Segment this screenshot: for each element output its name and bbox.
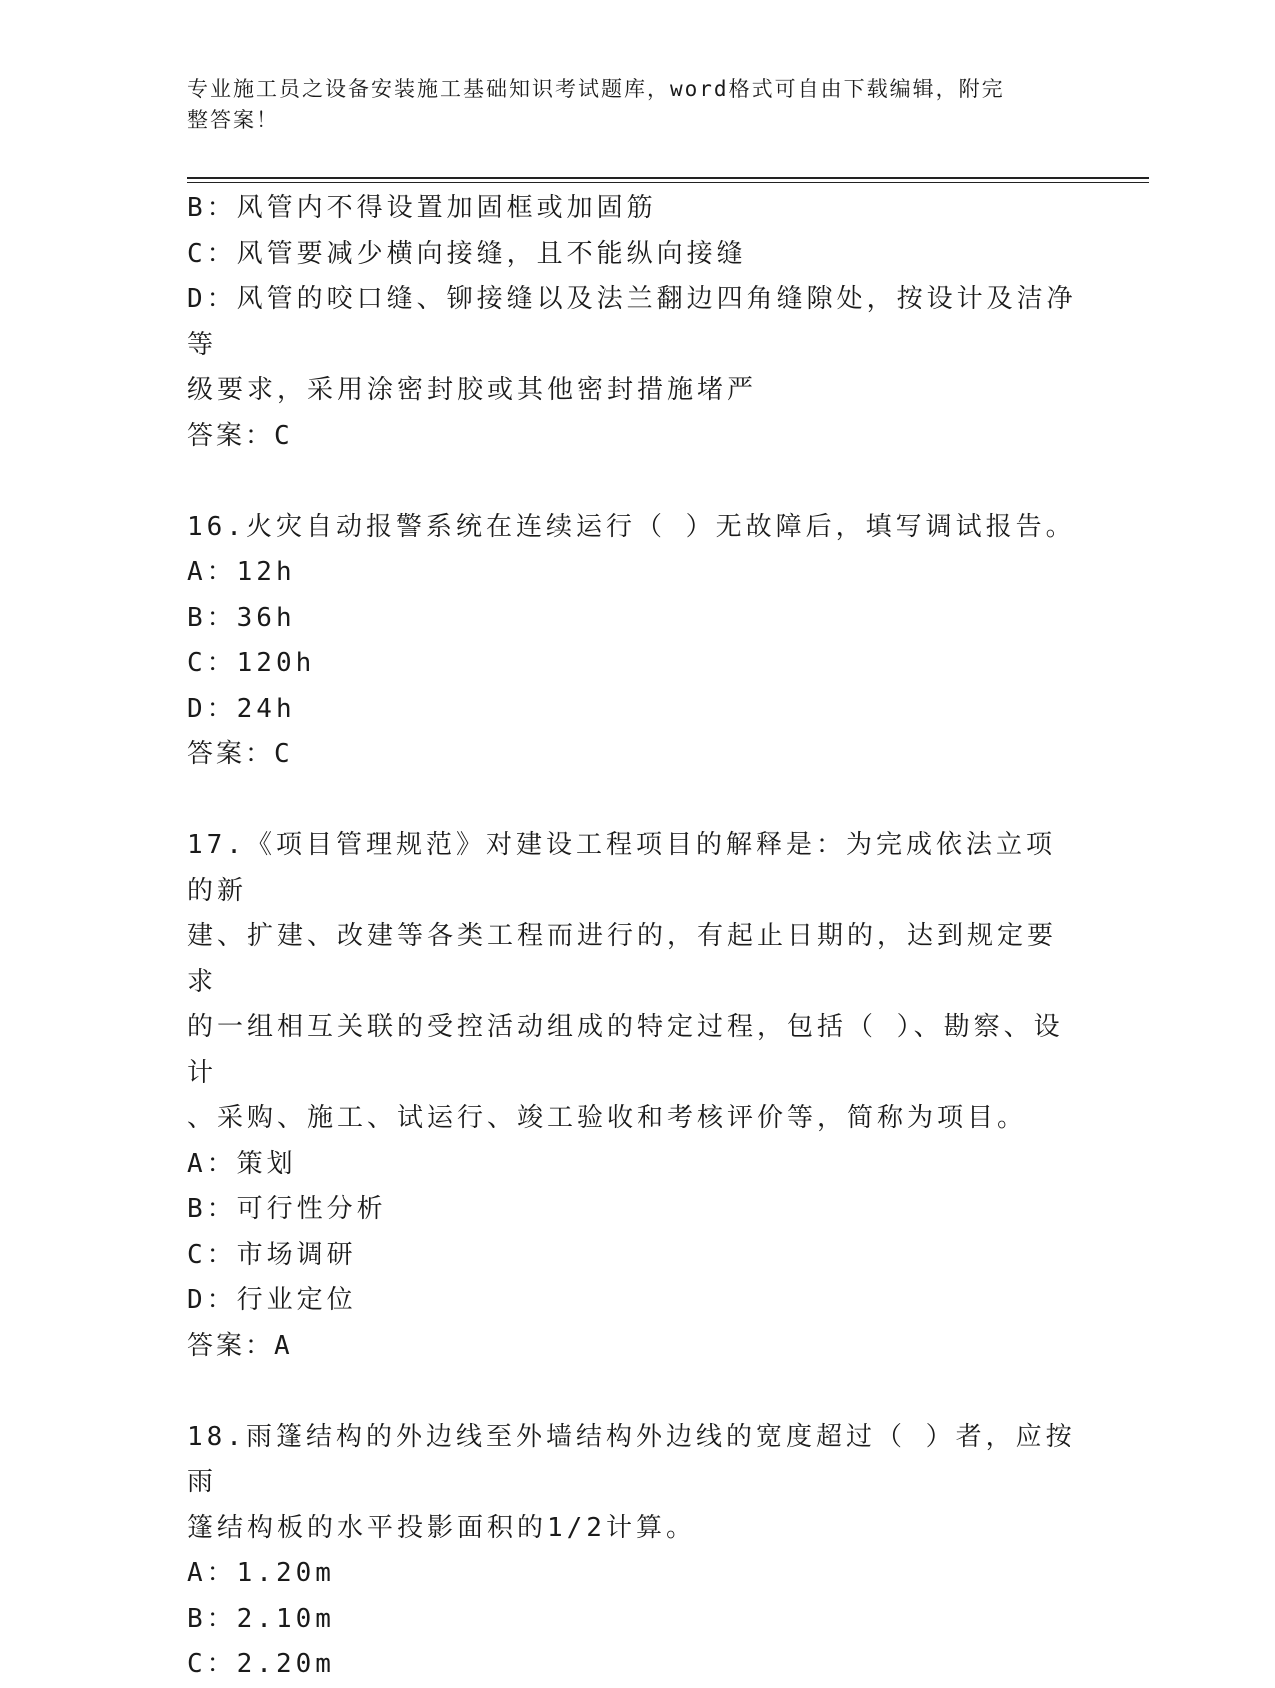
option-d: D：24h xyxy=(187,693,296,724)
question-stem-line-3: 的一组相互关联的受控活动组成的特定过程，包括（ ）、勘察、设计 xyxy=(187,1012,1064,1088)
spacer xyxy=(187,1369,1077,1415)
spacer xyxy=(187,778,1077,824)
question-stem-line-1: 18.雨篷结构的外边线至外墙结构外边线的宽度超过（ ）者，应按雨 xyxy=(187,1421,1076,1497)
option-d-line-1: D：风管的咬口缝、铆接缝以及法兰翻边四角缝隙处，按设计及洁净等 xyxy=(187,284,1077,360)
answer: 答案：C xyxy=(187,739,293,769)
question-stem-line-2: 篷结构板的水平投影面积的1/2计算。 xyxy=(187,1512,696,1543)
option-b: B：风管内不得设置加固框或加固筋 xyxy=(187,193,657,223)
option-d: D：行业定位 xyxy=(187,1285,357,1315)
option-b: B：36h xyxy=(187,602,296,633)
question-stem-line-1: 17.《项目管理规范》对建设工程项目的解释是：为完成依法立项的新 xyxy=(187,830,1056,906)
header-line-1: 专业施工员之设备安装施工基础知识考试题库，word格式可自由下载编辑，附完 xyxy=(187,77,1005,101)
answer: 答案：A xyxy=(187,1330,293,1361)
question-17-block xyxy=(187,823,1077,1369)
answer: 答案：C xyxy=(187,420,293,451)
option-a: A：1.20m xyxy=(187,1558,335,1588)
option-a: A：12h xyxy=(187,557,296,587)
document-header xyxy=(187,74,1067,136)
option-b: B：2.10m xyxy=(187,1603,335,1634)
option-c: C：120h xyxy=(187,648,316,678)
option-c: C：风管要减少横向接缝，且不能纵向接缝 xyxy=(187,238,747,269)
question-16-block xyxy=(187,505,1077,778)
option-c: C：2.20m xyxy=(187,1649,335,1679)
header-divider-thin xyxy=(187,182,1149,183)
question-stem-line-2: 建、扩建、改建等各类工程而进行的，有起止日期的，达到规定要求 xyxy=(187,921,1058,997)
question-content xyxy=(187,186,1077,1688)
option-a: A：策划 xyxy=(187,1148,297,1179)
option-c: C：市场调研 xyxy=(187,1239,357,1270)
option-b: B：可行性分析 xyxy=(187,1194,387,1224)
spacer xyxy=(187,459,1077,505)
question-stem-line-4: 、采购、施工、试运行、竣工验收和考核评价等，简称为项目。 xyxy=(187,1103,1028,1133)
previous-question-block xyxy=(187,186,1077,459)
question-18-block xyxy=(187,1415,1077,1688)
question-stem: 16.火灾自动报警系统在连续运行（ ）无故障后，填写调试报告。 xyxy=(187,511,1076,542)
option-d-line-2: 级要求，采用涂密封胶或其他密封措施堵严 xyxy=(187,375,758,405)
header-divider-thick xyxy=(187,177,1149,179)
header-line-2: 整答案！ xyxy=(187,108,279,132)
